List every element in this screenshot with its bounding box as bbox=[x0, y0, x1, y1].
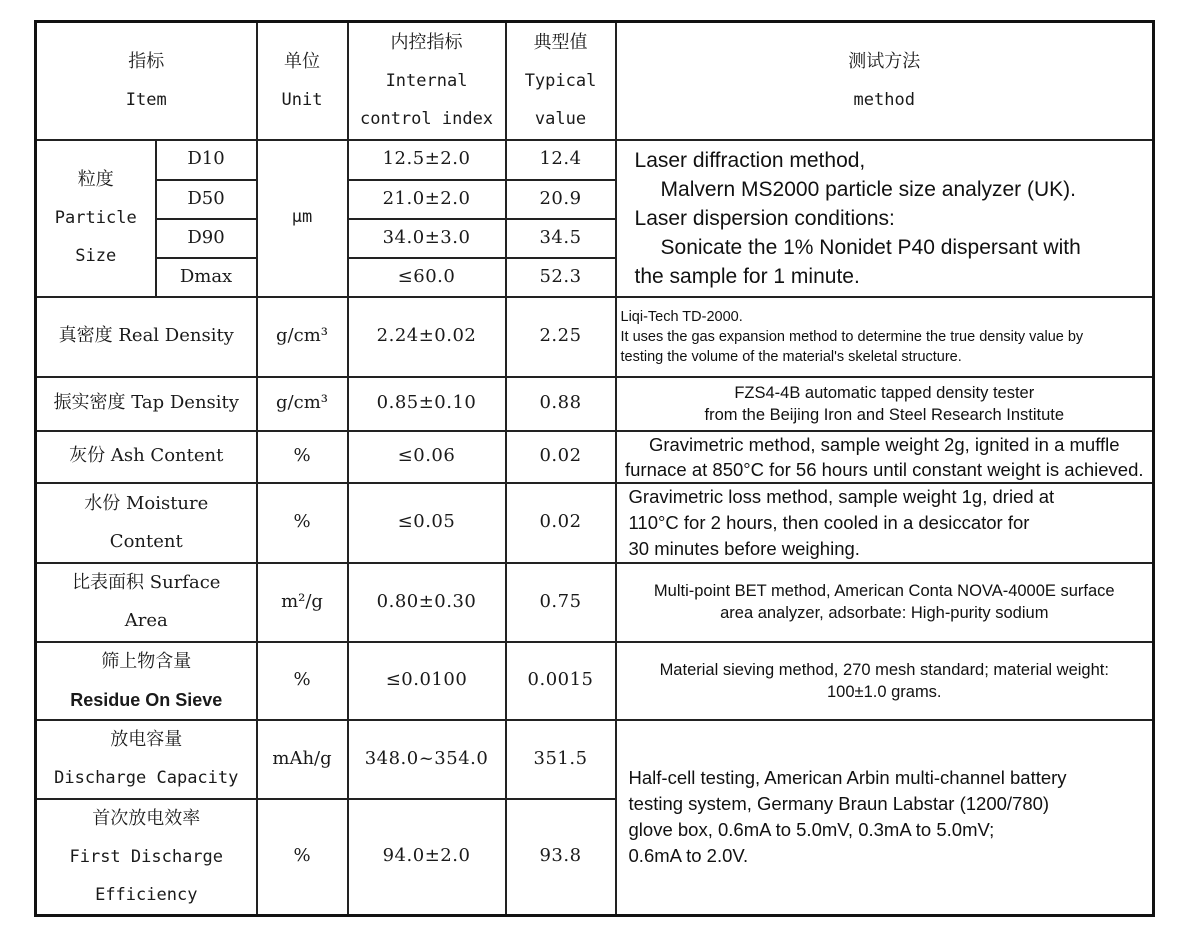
table-row bbox=[36, 377, 1154, 431]
moisture-method-line1: Gravimetric loss method, sample weight 1g, dried at bbox=[628, 485, 1055, 507]
particle-method-line3: Laser dispersion conditions: bbox=[634, 206, 895, 230]
efficiency-typical: 93.8 bbox=[506, 799, 616, 916]
particle-method-line4: Sonicate the 1% Nonidet P40 dispersant with bbox=[660, 235, 1081, 259]
surface-method bbox=[616, 563, 1154, 642]
particle-method-line1: Laser diffraction method, bbox=[634, 148, 866, 172]
real-density-method-line2: It uses the gas expansion method to determine the true density value by bbox=[620, 328, 1084, 345]
surface-typical: 0.75 bbox=[506, 563, 616, 642]
particle-typical-d10: 12.4 bbox=[506, 140, 616, 180]
table-row bbox=[36, 431, 1154, 483]
particle-control-d90: 34.0±3.0 bbox=[348, 219, 506, 258]
particle-sub-d90: D90 bbox=[156, 219, 257, 258]
spec-table bbox=[34, 20, 1155, 917]
particle-name-zh: 粒度 bbox=[77, 169, 114, 190]
moisture-control: ≤0.05 bbox=[348, 483, 506, 563]
table-row bbox=[36, 642, 1154, 720]
tap-density-method bbox=[616, 377, 1154, 431]
header-item-en: Item bbox=[125, 89, 167, 110]
surface-name-line1: 比表面积 Surface bbox=[72, 572, 221, 593]
particle-sub-dmax: Dmax bbox=[156, 258, 257, 297]
header-item bbox=[36, 22, 257, 140]
moisture-unit: % bbox=[257, 483, 348, 563]
tap-density-name: 振实密度 Tap Density bbox=[36, 377, 257, 431]
header-method bbox=[616, 22, 1154, 140]
surface-method-line1: Multi-point BET method, American Conta NOVA-4000E surface bbox=[653, 582, 1115, 600]
particle-method-line5: the sample for 1 minute. bbox=[634, 264, 860, 288]
efficiency-unit: % bbox=[257, 799, 348, 916]
header-unit-zh: 单位 bbox=[284, 50, 321, 72]
battery-method bbox=[616, 720, 1154, 916]
moisture-name bbox=[36, 483, 257, 563]
real-density-method bbox=[616, 297, 1154, 377]
surface-name bbox=[36, 563, 257, 642]
discharge-name-zh: 放电容量 bbox=[110, 729, 183, 750]
moisture-method bbox=[616, 483, 1154, 563]
moisture-method-line3: 30 minutes before weighing. bbox=[628, 537, 860, 559]
ash-unit: % bbox=[257, 431, 348, 483]
surface-control: 0.80±0.30 bbox=[348, 563, 506, 642]
ash-method bbox=[616, 431, 1154, 483]
particle-typical-d50: 20.9 bbox=[506, 180, 616, 219]
efficiency-name-zh: 首次放电效率 bbox=[92, 807, 201, 829]
surface-method-line2: area analyzer, adsorbate: High-purity sodium bbox=[720, 604, 1049, 622]
ash-control: ≤0.06 bbox=[348, 431, 506, 483]
moisture-method-line2: 110°C for 2 hours, then cooled in a desiccator for bbox=[628, 511, 1030, 533]
discharge-name bbox=[36, 720, 257, 799]
efficiency-name-en2: Efficiency bbox=[95, 884, 198, 905]
battery-method-line2: testing system, Germany Braun Labstar (1200/780) bbox=[628, 793, 1050, 815]
discharge-name-en: Discharge Capacity bbox=[54, 768, 239, 788]
residue-name-zh: 筛上物含量 bbox=[101, 650, 192, 672]
tap-density-method-line2: from the Beijing Iron and Steel Research Institute bbox=[704, 405, 1065, 424]
header-typical bbox=[506, 22, 616, 140]
residue-name bbox=[36, 642, 257, 720]
spec-sheet bbox=[34, 20, 1155, 917]
header-method-zh: 测试方法 bbox=[848, 50, 921, 72]
real-density-control: 2.24±0.02 bbox=[348, 297, 506, 377]
table-row bbox=[36, 563, 1154, 642]
header-unit-en: Unit bbox=[281, 89, 323, 110]
residue-method-line2: 100±1.0 grams. bbox=[826, 682, 942, 701]
efficiency-name bbox=[36, 799, 257, 916]
discharge-unit: mAh/g bbox=[257, 720, 348, 799]
table-row bbox=[36, 297, 1154, 377]
battery-method-line3: glove box, 0.6mA to 5.0mV, 0.3mA to 5.0mV; bbox=[628, 819, 995, 841]
particle-control-dmax: ≤60.0 bbox=[348, 258, 506, 297]
discharge-typical: 351.5 bbox=[506, 720, 616, 799]
battery-method-line4: 0.6mA to 2.0V. bbox=[628, 845, 749, 867]
moisture-typical: 0.02 bbox=[506, 483, 616, 563]
surface-unit: m²/g bbox=[257, 563, 348, 642]
residue-unit: % bbox=[257, 642, 348, 720]
header-method-en: method bbox=[853, 89, 915, 110]
moisture-name-line2: Content bbox=[109, 530, 183, 552]
header-control-zh: 内控指标 bbox=[390, 31, 463, 53]
table-row bbox=[36, 483, 1154, 563]
real-density-method-line3: testing the volume of the material's skeletal structure. bbox=[620, 348, 962, 365]
particle-sub-d10: D10 bbox=[156, 140, 257, 180]
particle-control-d50: 21.0±2.0 bbox=[348, 180, 506, 219]
residue-typical: 0.0015 bbox=[506, 642, 616, 720]
particle-name-en1: Particle bbox=[54, 208, 137, 228]
real-density-method-line1: Liqi-Tech TD-2000. bbox=[620, 308, 743, 325]
header-unit bbox=[257, 22, 348, 140]
tap-density-control: 0.85±0.10 bbox=[348, 377, 506, 431]
header-row bbox=[36, 22, 1154, 140]
tap-density-method-line1: FZS4-4B automatic tapped density tester bbox=[734, 383, 1035, 402]
particle-control-d10: 12.5±2.0 bbox=[348, 140, 506, 180]
particle-typical-d90: 34.5 bbox=[506, 219, 616, 258]
header-typical-zh: 典型值 bbox=[533, 31, 588, 53]
ash-name: 灰份 Ash Content bbox=[36, 431, 257, 483]
particle-method-line2: Malvern MS2000 particle size analyzer (UK). bbox=[660, 177, 1077, 201]
tap-density-typical: 0.88 bbox=[506, 377, 616, 431]
particle-method bbox=[616, 140, 1154, 297]
efficiency-control: 94.0±2.0 bbox=[348, 799, 506, 916]
residue-method-line1: Material sieving method, 270 mesh standard; material weight: bbox=[659, 660, 1109, 679]
particle-sub-d50: D50 bbox=[156, 180, 257, 219]
header-typical-en1: Typical bbox=[524, 70, 597, 91]
header-control bbox=[348, 22, 506, 140]
real-density-typical: 2.25 bbox=[506, 297, 616, 377]
table-row bbox=[36, 720, 1154, 799]
residue-method bbox=[616, 642, 1154, 720]
header-typical-en2: value bbox=[534, 108, 587, 129]
particle-name-en2: Size bbox=[75, 246, 117, 266]
table-row bbox=[36, 140, 1154, 180]
surface-name-line2: Area bbox=[124, 610, 168, 631]
discharge-control: 348.0~354.0 bbox=[348, 720, 506, 799]
ash-typical: 0.02 bbox=[506, 431, 616, 483]
real-density-unit: g/cm³ bbox=[257, 297, 348, 377]
ash-method-line1: Gravimetric method, sample weight 2g, ignited in a muffle bbox=[648, 433, 1120, 455]
header-control-en2: control index bbox=[359, 108, 494, 129]
particle-typical-dmax: 52.3 bbox=[506, 258, 616, 297]
residue-control: ≤0.0100 bbox=[348, 642, 506, 720]
residue-name-en: Residue On Sieve bbox=[70, 689, 223, 710]
efficiency-name-en1: First Discharge bbox=[69, 846, 224, 867]
battery-method-line1: Half-cell testing, American Arbin multi-channel battery bbox=[628, 767, 1067, 789]
real-density-name: 真密度 Real Density bbox=[36, 297, 257, 377]
tap-density-unit: g/cm³ bbox=[257, 377, 348, 431]
particle-unit: μm bbox=[257, 140, 348, 297]
header-control-en1: Internal bbox=[385, 70, 468, 91]
moisture-name-line1: 水份 Moisture bbox=[84, 492, 209, 514]
ash-method-line2: furnace at 850°C for 56 hours until constant weight is achieved. bbox=[625, 458, 1144, 480]
particle-name bbox=[36, 140, 156, 297]
header-item-zh: 指标 bbox=[128, 50, 165, 72]
